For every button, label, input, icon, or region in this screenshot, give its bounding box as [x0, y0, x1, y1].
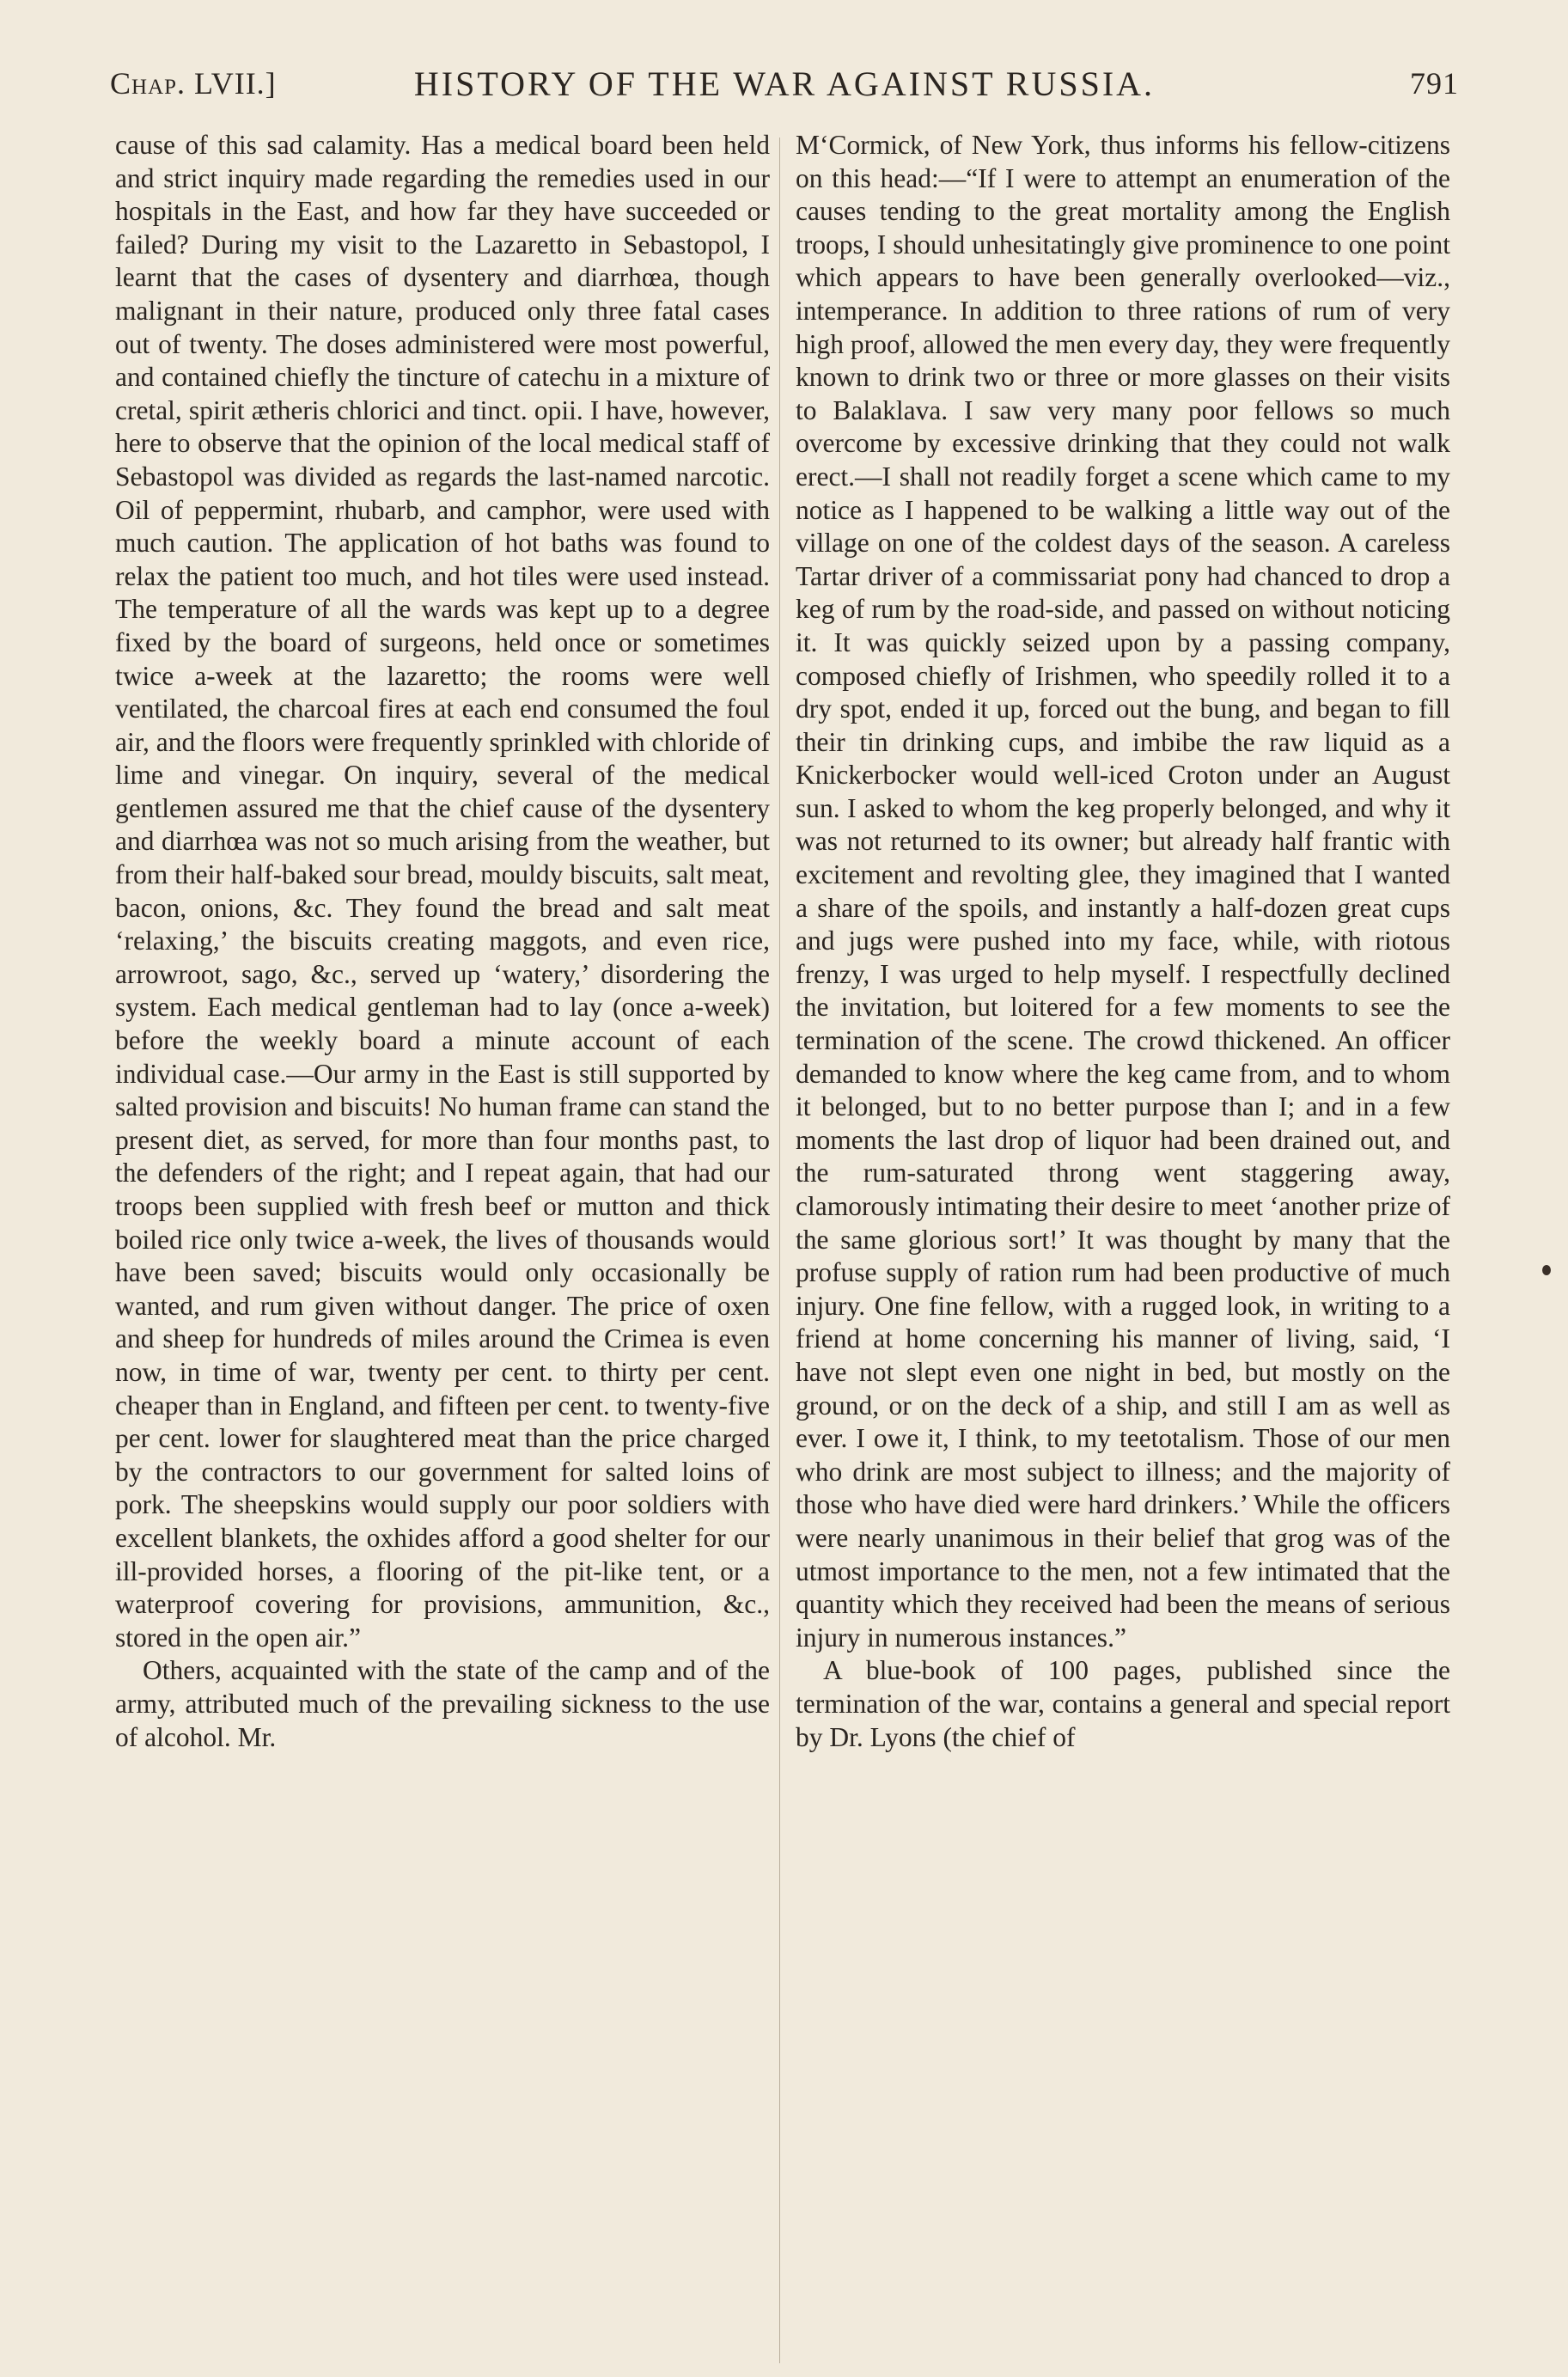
- right-paragraph-1: M‘Cormick, of New York, thus informs his fellow-citizens on this head:—“If I were to attempt an enumeration of the causes tending to the great mortality among the English troops, I should unhesitatingly give prominence to one point which appears to have been generally overlooked—viz., intemperance. In addition to three rations of rum of very high proof, allowed the men every day, they were frequently known to drink two or three or more glasses on their visits to Balaklava. I saw very many poor fellows so much overcome by excessive drinking that they could not walk erect.—I shall not readily forget a scene which came to my notice as I happened to be walking a little way out of the village on one of the coldest days of the season. A careless Tartar driver of a commissariat pony had chanced to drop a keg of rum by the road-side, and passed on without noticing it. It was quickly seized upon by a passing company, composed chiefly of Irishmen, who speedily rolled it to a dry spot, ended it up, forced out the bung, and began to fill their tin drinking cups, and imbibe the raw liquid as a Knickerbocker would well-iced Croton under an August sun. I asked to whom the keg properly belonged, and why it was not returned to its owner; but already half frantic with excitement and revolting glee, they imagined that I wanted a share of the spoils, and instantly a half-dozen great cups and jugs were pushed into my face, while, with riotous frenzy, I was urged to help myself. I respectfully declined the invitation, but loitered for a few moments to see the termination of the scene. The crowd thickened. An officer demanded to know where the keg came from, and to whom it belonged, but to no better purpose than I; and in a few moments the last drop of liquor had been drained out, and the rum-saturated throng went staggering away, clamorously intimating their desire to meet ‘another prize of the same glorious sort!’ It was thought by many that the profuse supply of ration rum had been productive of much injury. One fine fellow, with a rugged look, in writing to a friend at home concerning his manner of living, said, ‘I have not slept even one night in bed, but mostly on the ground, or on the deck of a ship, and still I am as well as ever. I owe it, I think, to my teetotalism. Those of our men who drink are most subject to illness; and the majority of those who have died were hard drinkers.’ While the officers were nearly unanimous in their belief that grog was of the utmost importance to the men, not a few intimated that the quantity which they received had been the means of serious injury in numerous instances.”: [796, 130, 1450, 1653]
- page-number: 791: [1410, 66, 1459, 101]
- left-paragraph-1: cause of this sad calamity. Has a medical board been held and strict inquiry made regarding the remedies used in our hospitals in the East, and how far they have succeeded or failed? During my visit to the Lazaretto in Sebastopol, I learnt that the cases of dysentery and diarrhœa, though malignant in their nature, produced only three fatal cases out of twenty. The doses administered were most powerful, and contained chiefly the tincture of catechu in a mixture of cretal, spirit ætheris chlorici and tinct. opii. I have, however, here to observe that the opinion of the local medical staff of Sebastopol was divided as regards the last-named narcotic. Oil of peppermint, rhubarb, and camphor, were used with much caution. The application of hot baths was found to relax the patient too much, and hot tiles were used instead. The temperature of all the wards was kept up to a degree fixed by the board of surgeons, held once or sometimes twice a-week at the lazaretto; the rooms were well ventilated, the charcoal fires at each end consumed the foul air, and the floors were frequently sprinkled with chloride of lime and vinegar. On inquiry, several of the medical gentlemen assured me that the chief cause of the dysentery and diarrhœa was not so much arising from the weather, but from their half-baked sour bread, mouldy biscuits, salt meat, bacon, onions, &c. They found the bread and salt meat ‘relaxing,’ the biscuits creating maggots, and even rice, arrowroot, sago, &c., served up ‘watery,’ disordering the system. Each medical gentleman had to lay (once a-week) before the weekly board a minute account of each individual case.—Our army in the East is still supported by salted provision and biscuits! No human frame can stand the present diet, as served, for more than four months past, to the defenders of the right; and I repeat again, that had our troops been supplied with fresh beef or mutton and thick boiled rice only twice a-week, the lives of thousands would have been saved; biscuits would only occasionally be wanted, and rum given without danger. The price of oxen and sheep for hundreds of miles around the Crimea is even now, in time of war, twenty per cent. to thirty per cent. cheaper than in England, and fifteen per cent. to twenty-five per cent. lower for slaughtered meat than the price charged by the contractors to our government for salted loins of pork. The sheepskins would supply our poor soldiers with excellent blankets, the oxhides afford a good shelter for our ill-provided horses, a flooring of the pit-like tent, or a waterproof covering for provisions, ammunition, &c., stored in the open air.”: [115, 130, 770, 1653]
- chapter-label: Chap. LVII.]: [110, 66, 277, 101]
- running-header: [110, 58, 1459, 110]
- left-column: [115, 129, 770, 1754]
- right-column: [796, 129, 1450, 1754]
- ink-spot: [1542, 1265, 1551, 1275]
- running-title: HISTORY OF THE WAR AGAINST RUSSIA.: [413, 64, 1156, 103]
- left-paragraph-2: Others, acquainted with the state of the camp and of the army, attributed much of the prevailing sickness to the use of alcohol. Mr.: [115, 1655, 770, 1752]
- column-divider: [779, 137, 780, 2363]
- right-paragraph-2: A blue-book of 100 pages, published since the termination of the war, contains a general and special report by Dr. Lyons (the chief of: [796, 1655, 1450, 1752]
